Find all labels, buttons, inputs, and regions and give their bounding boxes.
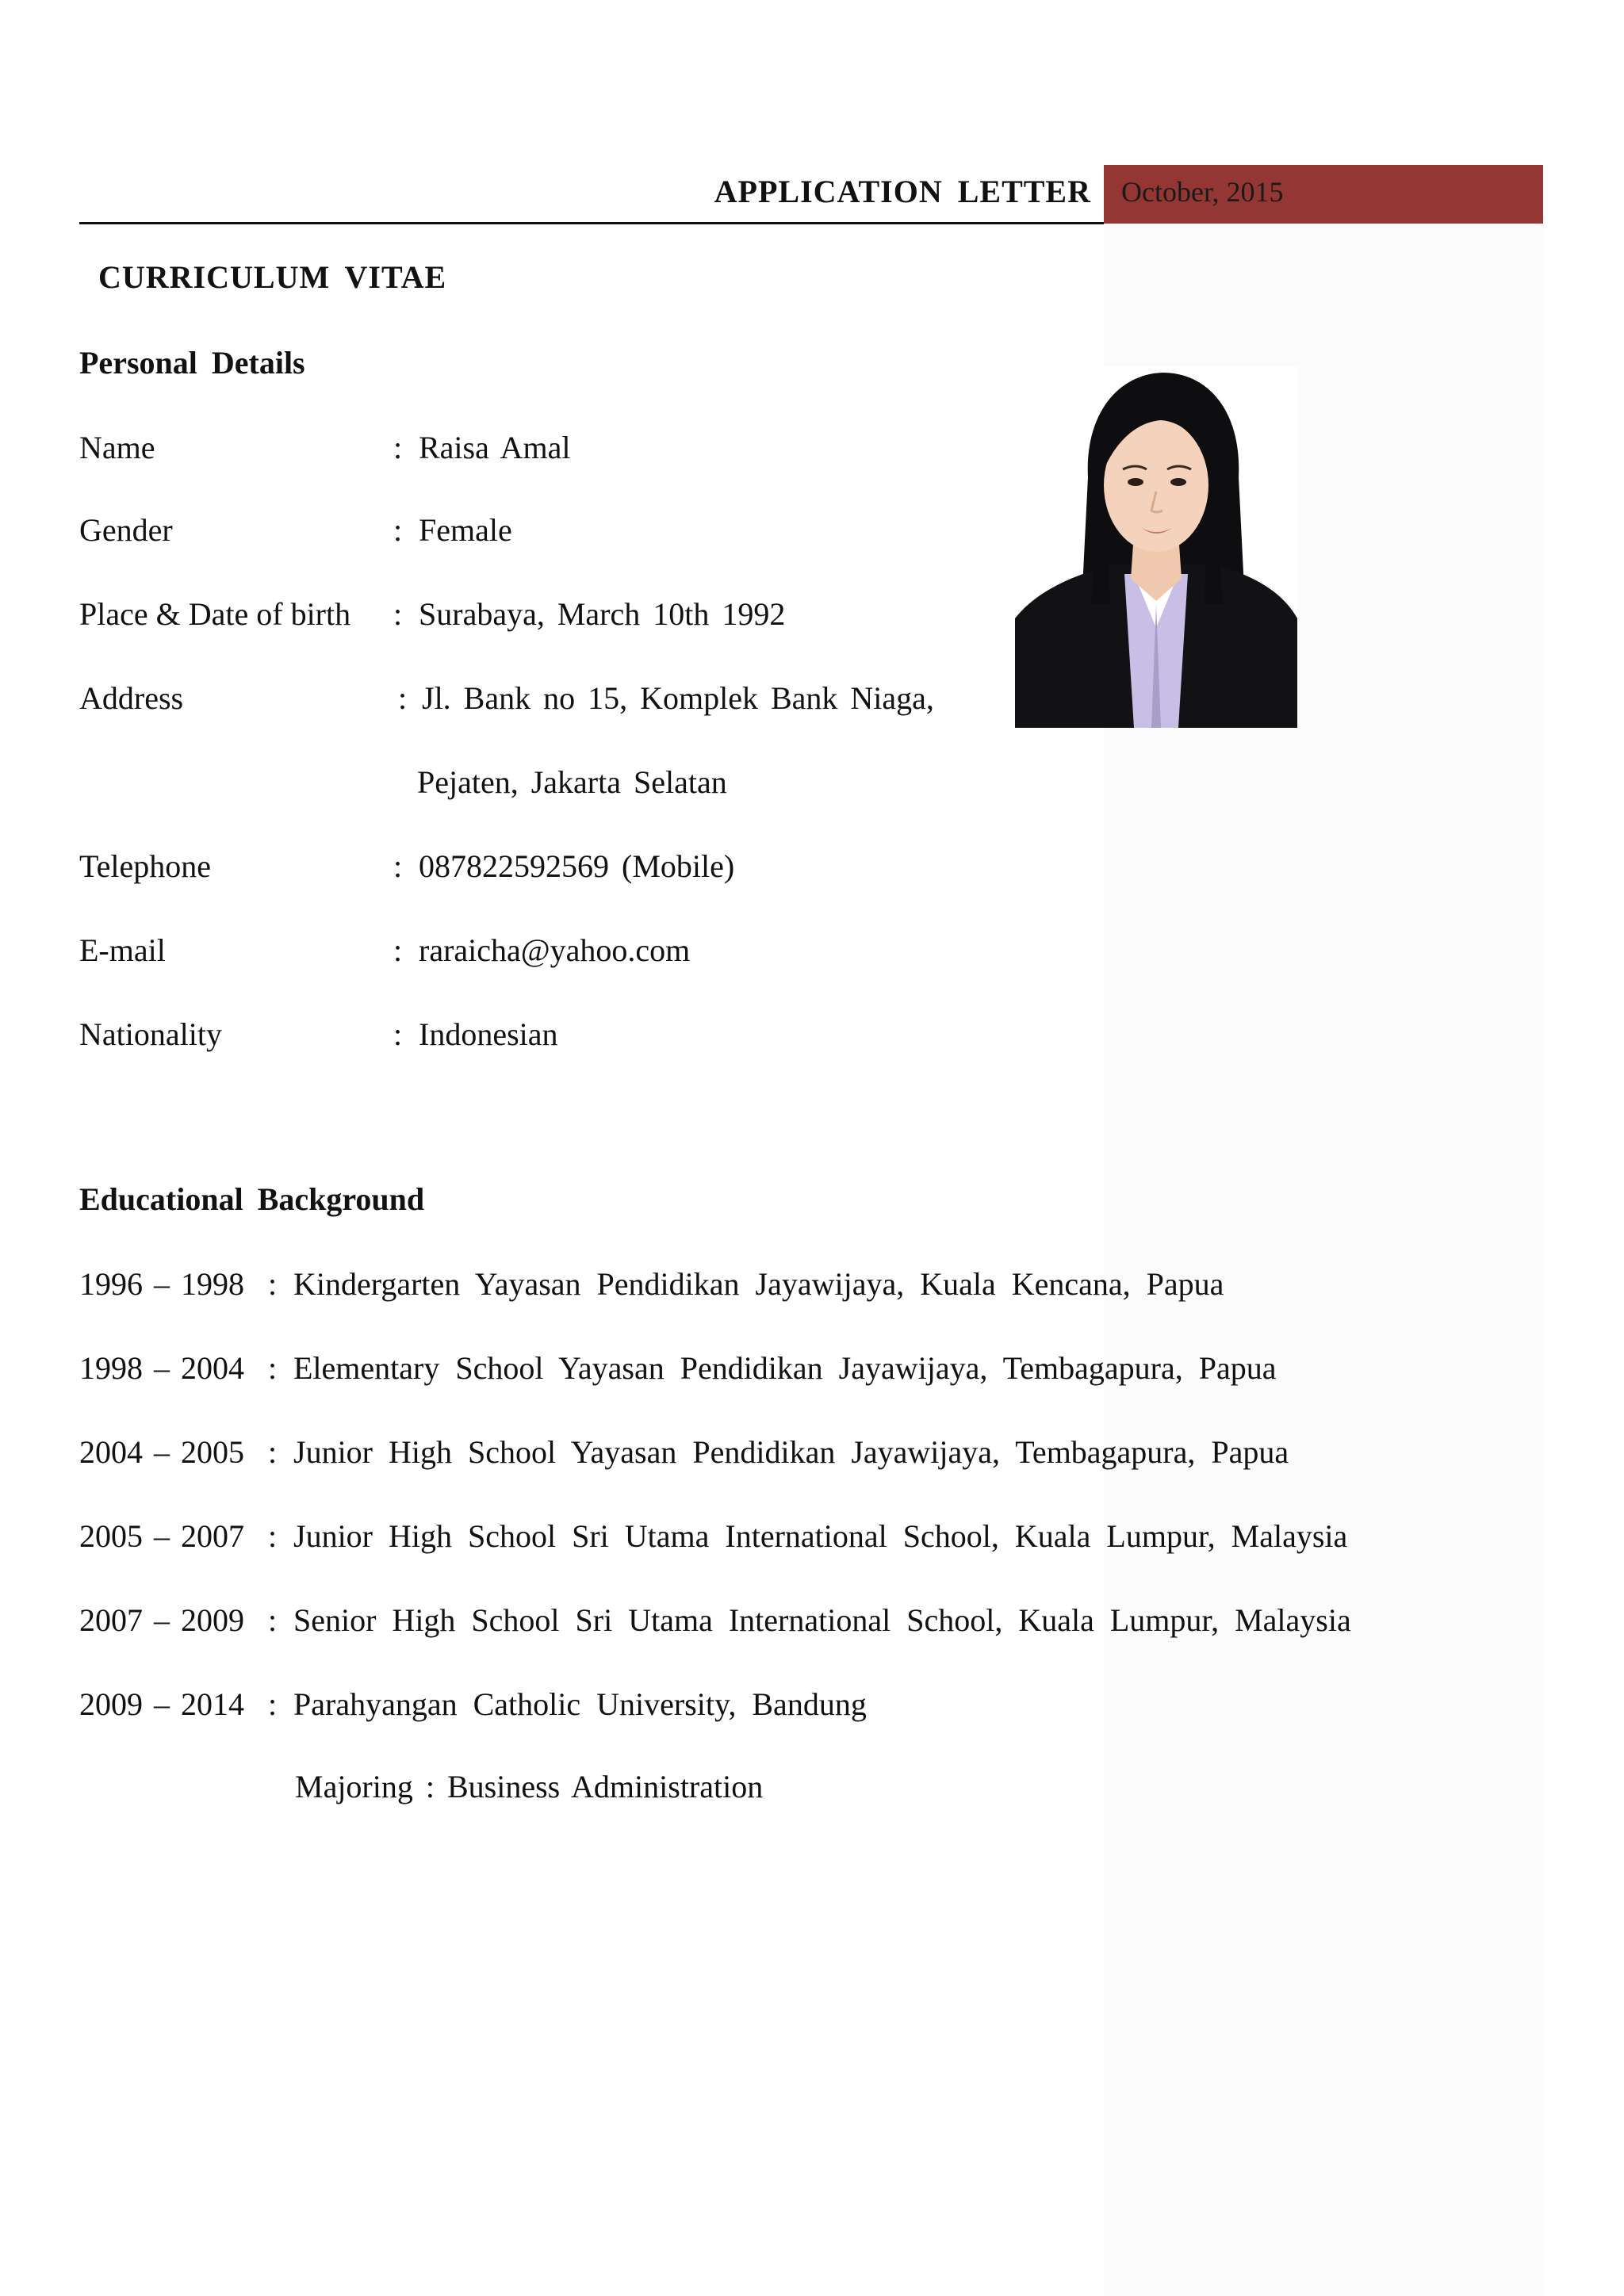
education-colon: : bbox=[268, 1602, 278, 1638]
education-major: Majoring : Business Administration bbox=[295, 1769, 764, 1804]
education-colon: : bbox=[268, 1518, 278, 1554]
row-colon: : bbox=[393, 596, 403, 632]
education-colon: : bbox=[268, 1350, 278, 1386]
header-rule bbox=[79, 222, 1104, 224]
row-value: Indonesian bbox=[419, 1016, 558, 1052]
portrait-photo bbox=[1015, 366, 1297, 728]
education-desc: Kindergarten Yayasan Pendidikan Jayawijaya, Kuala Kencana, Papua bbox=[293, 1266, 1224, 1302]
header-date: October, 2015 bbox=[1121, 176, 1284, 208]
row-colon: : bbox=[398, 680, 408, 716]
personal-details-heading: Personal Details bbox=[79, 345, 305, 381]
education-desc: Junior High School Yayasan Pendidikan Jayawijaya, Tembagapura, Papua bbox=[293, 1434, 1289, 1470]
row-colon: : bbox=[393, 1016, 403, 1052]
row-value: Female bbox=[419, 512, 512, 548]
row-label: Place & Date of birth bbox=[79, 596, 351, 632]
education-years: 2007 – 2009 bbox=[79, 1602, 244, 1638]
education-heading: Educational Background bbox=[79, 1181, 425, 1217]
education-years: 2004 – 2005 bbox=[79, 1434, 244, 1470]
date-box bbox=[1104, 165, 1543, 224]
row-value: Jl. Bank no 15, Komplek Bank Niaga, bbox=[422, 680, 934, 716]
row-colon: : bbox=[393, 512, 403, 548]
education-colon: : bbox=[268, 1266, 278, 1302]
education-desc: Junior High School Sri Utama International School, Kuala Lumpur, Malaysia bbox=[293, 1518, 1348, 1554]
portrait-icon bbox=[1015, 366, 1297, 728]
education-years: 1996 – 1998 bbox=[79, 1266, 244, 1302]
address-line-2: Pejaten, Jakarta Selatan bbox=[417, 764, 727, 800]
cv-title: CURRICULUM VITAE bbox=[98, 259, 447, 295]
row-label: Name bbox=[79, 430, 155, 465]
row-label: Gender bbox=[79, 512, 173, 548]
row-value: raraicha@yahoo.com bbox=[419, 932, 691, 968]
row-colon: : bbox=[393, 430, 403, 465]
education-colon: : bbox=[268, 1434, 278, 1470]
education-desc: Senior High School Sri Utama International School, Kuala Lumpur, Malaysia bbox=[293, 1602, 1351, 1638]
row-label: Nationality bbox=[79, 1016, 222, 1052]
row-value: Raisa Amal bbox=[419, 430, 571, 465]
row-label: Address bbox=[79, 680, 184, 716]
row-colon: : bbox=[393, 848, 403, 884]
education-years: 2005 – 2007 bbox=[79, 1518, 244, 1554]
row-colon: : bbox=[393, 932, 403, 968]
education-desc: Elementary School Yayasan Pendidikan Jayawijaya, Tembagapura, Papua bbox=[293, 1350, 1277, 1386]
header-title: APPLICATION LETTER bbox=[714, 174, 1091, 209]
education-colon: : bbox=[268, 1686, 278, 1722]
row-label: E-mail bbox=[79, 932, 166, 968]
row-value: 087822592569 (Mobile) bbox=[419, 848, 735, 884]
education-desc: Parahyangan Catholic University, Bandung bbox=[293, 1686, 867, 1722]
education-years: 1998 – 2004 bbox=[79, 1350, 244, 1386]
row-label: Telephone bbox=[79, 848, 212, 884]
row-value: Surabaya, March 10th 1992 bbox=[419, 596, 786, 632]
education-years: 2009 – 2014 bbox=[79, 1686, 244, 1722]
